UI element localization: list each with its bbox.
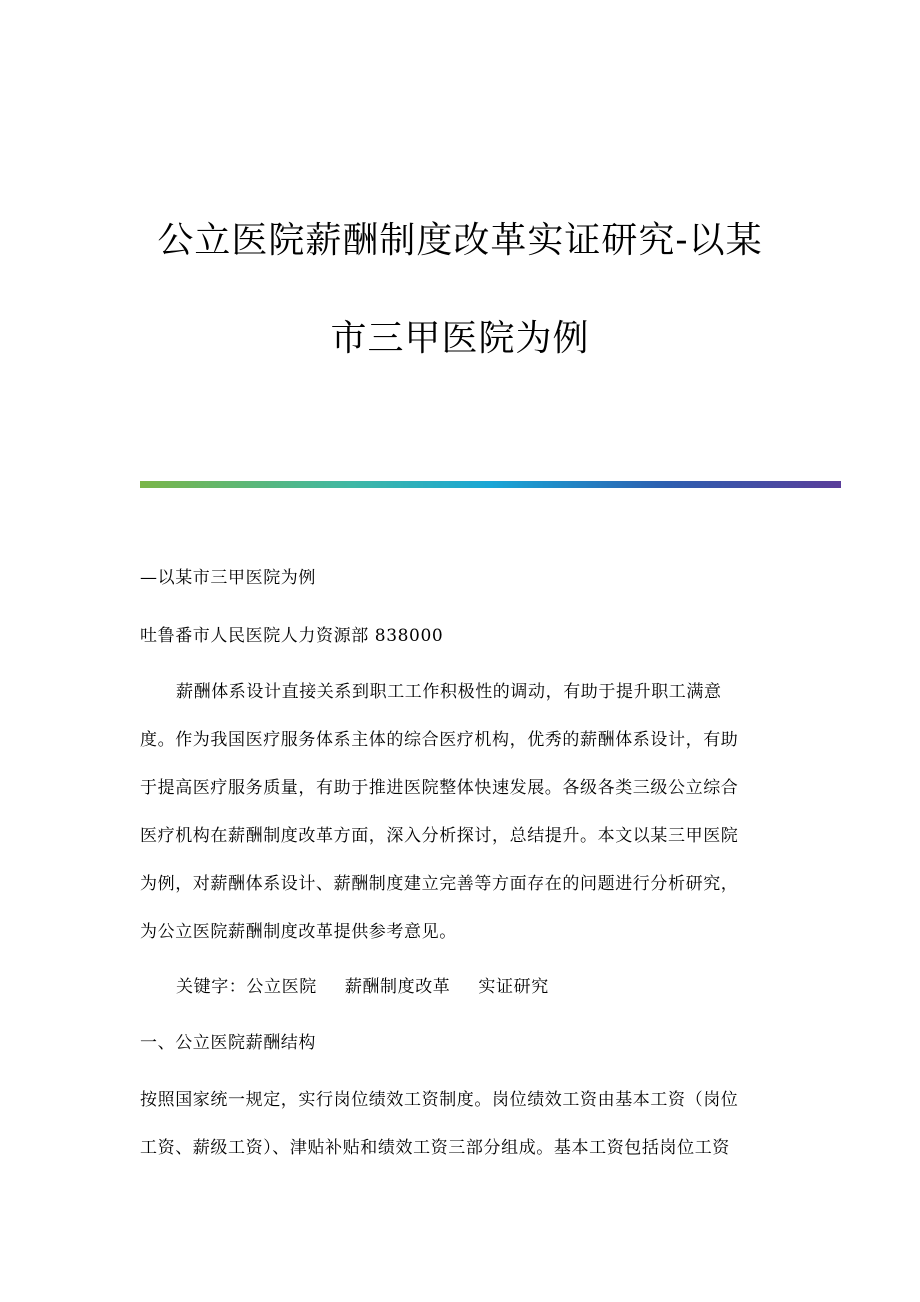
- subtitle: —以某市三甲医院为例: [140, 568, 316, 588]
- section-heading: 一、公立医院薪酬结构: [140, 1033, 316, 1053]
- affiliation: 吐鲁番市人民医院人力资源部 838000: [140, 626, 444, 646]
- body-line: 按照国家统一规定，实行岗位绩效工资制度。岗位绩效工资由基本工资（岗位: [140, 1090, 739, 1110]
- abstract-line: 医疗机构在薪酬制度改革方面，深入分析探讨，总结提升。本文以某三甲医院: [140, 826, 739, 846]
- gradient-divider: [140, 481, 841, 488]
- abstract-line: 为公立医院薪酬制度改革提供参考意见。: [140, 922, 457, 942]
- title-line-1: 公立医院薪酬制度改革实证研究-以某: [157, 220, 763, 261]
- keywords-label: 关键字：: [176, 977, 247, 997]
- keyword-item: 公立医院: [246, 977, 317, 997]
- abstract-line: 度。作为我国医疗服务体系主体的综合医疗机构，优秀的薪酬体系设计，有助: [140, 730, 739, 750]
- keywords: [176, 976, 816, 998]
- title-line-2: 市三甲医院为例: [330, 318, 590, 359]
- abstract-line: 于提高医疗服务质量，有助于推进医院整体快速发展。各级各类三级公立综合: [140, 778, 739, 798]
- keyword-item: 薪酬制度改革: [344, 977, 451, 997]
- keyword-item: 实证研究: [478, 977, 549, 997]
- body-line: 工资、薪级工资）、津贴补贴和绩效工资三部分组成。基本工资包括岗位工资: [140, 1138, 730, 1158]
- abstract-line: 为例，对薪酬体系设计、薪酬制度建立完善等方面存在的问题进行分析研究，: [140, 874, 739, 894]
- abstract-line: 薪酬体系设计直接关系到职工工作积极性的调动，有助于提升职工满意: [176, 682, 722, 702]
